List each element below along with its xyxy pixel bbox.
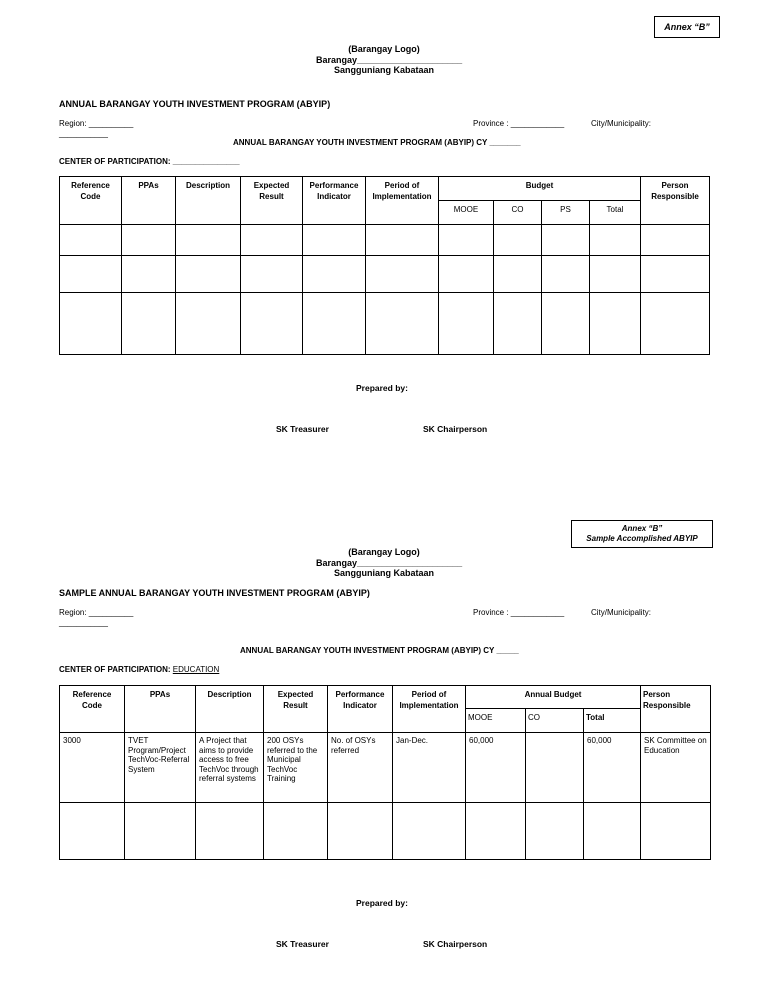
header-budget: Budget: [439, 177, 641, 201]
header-mooe: MOOE: [466, 709, 526, 733]
cell-total[interactable]: 60,000: [584, 733, 641, 803]
cell-performance-indicator[interactable]: No. of OSYs referred: [328, 733, 393, 803]
barangay-field[interactable]: Barangay_____________________: [316, 55, 463, 65]
cell-co[interactable]: [526, 733, 584, 803]
cell-ppas[interactable]: TVET Program/Project TechVoc-Referral System: [125, 733, 196, 803]
abyip-cy-subtitle: ANNUAL BARANGAY YOUTH INVESTMENT PROGRAM (ABYIP) CY _______: [233, 138, 521, 147]
sk-label: Sangguniang Kabataan: [334, 568, 435, 578]
annex-b-label: Annex “B”: [654, 16, 720, 38]
header-ps: PS: [542, 201, 590, 225]
region-field-continuation: ___________: [59, 129, 108, 138]
header-ppas: PPAs: [125, 686, 196, 733]
province-field[interactable]: Province : ____________: [473, 119, 565, 128]
prepared-by-label: Prepared by:: [356, 383, 408, 393]
header-period: Period of Implementation: [393, 686, 466, 733]
barangay-logo-placeholder: (Barangay Logo): [348, 44, 420, 54]
center-of-participation-field: [59, 665, 219, 674]
cell-reference-code[interactable]: 3000: [60, 733, 125, 803]
header-expected-result: Expected Result: [241, 177, 303, 225]
annex-b-sample-label: [571, 520, 713, 548]
header-co: CO: [526, 709, 584, 733]
header-description: Description: [196, 686, 264, 733]
header-person-responsible: Person Responsible: [641, 686, 711, 733]
cell-person-responsible[interactable]: SK Committee on Education: [641, 733, 711, 803]
prepared-by-label: Prepared by:: [356, 898, 408, 908]
abyip-cy-subtitle: ANNUAL BARANGAY YOUTH INVESTMENT PROGRAM (ABYIP) CY _____: [240, 646, 519, 655]
cell-period[interactable]: Jan-Dec.: [393, 733, 466, 803]
header-total: Total: [590, 201, 641, 225]
table-row: [60, 256, 710, 293]
header-ppas: PPAs: [122, 177, 176, 225]
header-reference-code: Reference Code: [60, 686, 125, 733]
abyip-table: [59, 176, 710, 355]
header-mooe: MOOE: [439, 201, 494, 225]
region-field[interactable]: Region: __________: [59, 608, 134, 617]
sample-form-title: SAMPLE ANNUAL BARANGAY YOUTH INVESTMENT PROGRAM (ABYIP): [59, 588, 370, 598]
cell-mooe[interactable]: 60,000: [466, 733, 526, 803]
table-row: [60, 733, 711, 803]
cell-expected-result[interactable]: 200 OSYs referred to the Municipal TechVoc Training: [264, 733, 328, 803]
header-performance-indicator: Performance Indicator: [328, 686, 393, 733]
header-period: Period of Implementation: [366, 177, 439, 225]
sk-label: Sangguniang Kabataan: [334, 65, 435, 75]
sk-chairperson-signature: SK Chairperson: [423, 939, 488, 949]
barangay-logo-placeholder: (Barangay Logo): [348, 547, 420, 557]
city-municipality-label: City/Municipality:: [591, 608, 652, 617]
sk-chairperson-signature: SK Chairperson: [423, 424, 488, 434]
region-field-continuation: ___________: [59, 618, 108, 627]
table-row: [60, 803, 711, 860]
form-title: ANNUAL BARANGAY YOUTH INVESTMENT PROGRAM (ABYIP): [59, 99, 331, 109]
center-of-participation-value[interactable]: EDUCATION: [172, 665, 220, 674]
table-row: [60, 225, 710, 256]
center-of-participation-label: CENTER OF PARTICIPATION:: [59, 665, 173, 674]
sk-treasurer-signature: SK Treasurer: [276, 424, 329, 434]
barangay-field[interactable]: Barangay_____________________: [316, 558, 463, 568]
city-municipality-label: City/Municipality:: [591, 119, 652, 128]
table-row: [60, 293, 710, 355]
header-co: CO: [494, 201, 542, 225]
header-expected-result: Expected Result: [264, 686, 328, 733]
header-person-responsible: Person Responsible: [641, 177, 710, 225]
sample-abyip-table: [59, 685, 711, 860]
region-field[interactable]: Region: __________: [59, 119, 134, 128]
annex-b-text: Annex “B”: [621, 524, 663, 533]
sk-treasurer-signature: SK Treasurer: [276, 939, 329, 949]
province-field[interactable]: Province : ____________: [473, 608, 565, 617]
header-total: Total: [584, 709, 641, 733]
header-annual-budget: Annual Budget: [466, 686, 641, 709]
cell-description[interactable]: A Project that aims to provide access to free TechVoc through referral systems: [196, 733, 264, 803]
header-performance-indicator: Performance Indicator: [303, 177, 366, 225]
center-of-participation-field[interactable]: CENTER OF PARTICIPATION: _______________: [59, 157, 240, 166]
header-reference-code: Reference Code: [60, 177, 122, 225]
header-description: Description: [176, 177, 241, 225]
sample-accomplished-text: Sample Accomplished ABYIP: [586, 534, 698, 543]
